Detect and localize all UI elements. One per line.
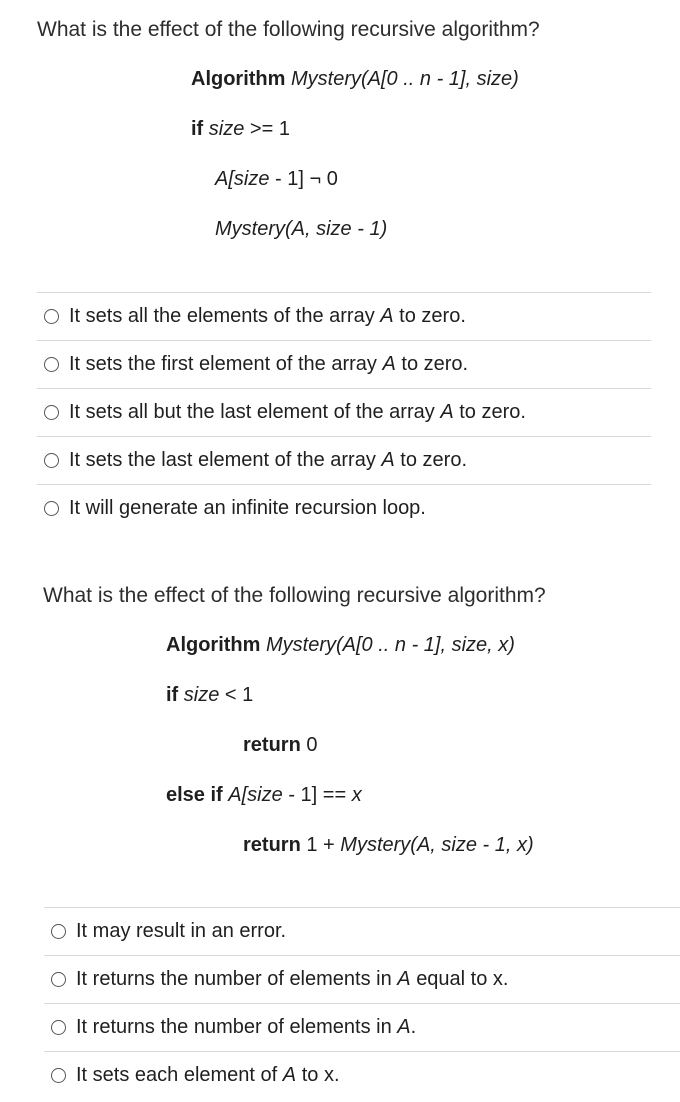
q2-option-1[interactable] [44, 907, 680, 955]
option-label: It sets all the elements of the array A to zero. [69, 305, 466, 327]
q2-keyword-return: return [243, 734, 301, 756]
q1-var-size: size [208, 118, 245, 140]
q2-comparison: - 1] == [288, 784, 347, 806]
q2-return-value: 0 [306, 734, 318, 756]
q2-code-line-2 [166, 684, 253, 707]
q1-code-line-3 [215, 168, 338, 191]
radio-icon[interactable] [44, 453, 59, 468]
q2-keyword-algorithm: Algorithm [166, 634, 261, 656]
q1-keyword-algorithm: Algorithm [191, 68, 286, 90]
option-label: It will generate an infinite recursion loop. [69, 497, 426, 519]
q2-condition: < 1 [224, 684, 254, 706]
question-2-text: What is the effect of the following recursive algorithm? [43, 584, 546, 607]
q2-option-4[interactable] [44, 1051, 680, 1099]
q2-code-line-5 [243, 834, 534, 857]
q1-code-line-2 [191, 118, 290, 141]
option-label: It returns the number of elements in A equal to x. [76, 968, 509, 990]
q2-var-size: size [183, 684, 220, 706]
radio-icon[interactable] [44, 501, 59, 516]
q1-option-5[interactable] [37, 484, 651, 532]
option-label: It sets all but the last element of the array A to zero. [69, 401, 526, 423]
q1-option-2[interactable] [37, 340, 651, 388]
q1-option-3[interactable] [37, 388, 651, 436]
option-label: It may result in an error. [76, 920, 287, 942]
radio-icon[interactable] [51, 1020, 66, 1035]
q2-code-line-3 [243, 734, 317, 757]
q1-array-a: A[ [215, 168, 234, 190]
radio-icon[interactable] [44, 405, 59, 420]
q1-var-size: size [233, 168, 270, 190]
q2-signature: Mystery(A[0 .. n - 1], size, x) [266, 634, 515, 656]
q1-condition: >= 1 [249, 118, 290, 140]
q1-signature: Mystery(A[0 .. n - 1], size) [291, 68, 519, 90]
radio-icon[interactable] [44, 357, 59, 372]
q2-code-line-4 [166, 784, 362, 807]
q2-code-line-1 [166, 634, 515, 657]
q2-keyword-else-if: else if [166, 784, 223, 806]
q2-keyword-if: if [166, 684, 179, 706]
radio-icon[interactable] [51, 972, 66, 987]
q2-recursive-call: Mystery(A, size - 1, x) [340, 834, 534, 856]
q2-array-a: A[ [228, 784, 248, 806]
radio-icon[interactable] [44, 309, 59, 324]
q2-option-3[interactable] [44, 1003, 680, 1051]
q2-options [44, 907, 680, 1099]
option-label: It sets the first element of the array A to zero. [69, 353, 469, 375]
option-label: It sets each element of A to x. [76, 1064, 340, 1086]
q2-option-2[interactable] [44, 955, 680, 1003]
q1-options [37, 292, 651, 532]
radio-icon[interactable] [51, 924, 66, 939]
question-1-text: What is the effect of the following recursive algorithm? [37, 18, 540, 41]
q1-keyword-if: if [191, 118, 204, 140]
q2-var-size: size [247, 784, 283, 806]
q1-option-4[interactable] [37, 436, 651, 484]
q1-option-1[interactable] [37, 292, 651, 340]
q1-recursive-call: Mystery(A, size - 1) [215, 218, 388, 240]
radio-icon[interactable] [51, 1068, 66, 1083]
q1-code-line-1 [191, 68, 519, 91]
option-label: It returns the number of elements in A. [76, 1016, 417, 1038]
q1-code-line-4 [215, 218, 387, 241]
q2-return-expr: 1 + [306, 834, 335, 856]
q2-var-x: x [351, 784, 362, 806]
q2-keyword-return: return [243, 834, 301, 856]
option-label: It sets the last element of the array A to zero. [69, 449, 467, 471]
q1-assignment: - 1] ¬ 0 [275, 168, 338, 190]
